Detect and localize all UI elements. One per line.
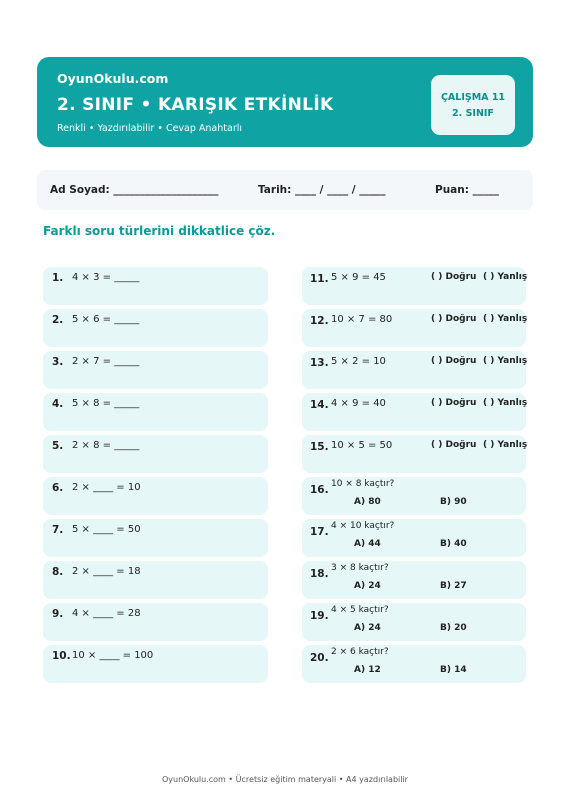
choice-a[interactable]: A) 24 <box>354 581 381 591</box>
question-text: 10 × 7 = 80 <box>331 314 393 325</box>
false-option[interactable]: ( ) Yanlış <box>483 440 528 450</box>
question-number: 2. <box>52 314 64 326</box>
true-option[interactable]: ( ) Doğru <box>431 398 477 408</box>
header-banner <box>37 57 533 147</box>
question-text[interactable]: 2 × 8 = _____ <box>72 440 140 451</box>
question-card <box>43 645 268 683</box>
false-option[interactable]: ( ) Yanlış <box>483 398 528 408</box>
question-number: 20. <box>310 652 329 664</box>
question-card <box>43 561 268 599</box>
question-card <box>43 519 268 557</box>
multiple-choice-card <box>302 645 526 683</box>
true-option[interactable]: ( ) Doğru <box>431 356 477 366</box>
choice-b[interactable]: B) 20 <box>440 623 467 633</box>
page-footer: OyunOkulu.com • Ücretsiz eğitim materyali • A4 yazdırılabilir <box>162 775 408 784</box>
student-info-bar <box>37 170 533 210</box>
question-text[interactable]: 5 × 6 = _____ <box>72 314 140 325</box>
question-number: 3. <box>52 356 64 368</box>
question-text: 4 × 10 kaçtır? <box>331 521 395 531</box>
question-text[interactable]: 2 × 7 = _____ <box>72 356 140 367</box>
badge-worksheet-number: ÇALIŞMA 11 <box>440 92 506 103</box>
question-number: 18. <box>310 568 329 580</box>
name-field[interactable]: Ad Soyad: ____________________ <box>50 184 219 196</box>
question-number: 17. <box>310 526 329 538</box>
choice-b[interactable]: B) 40 <box>440 539 467 549</box>
question-text: 4 × 9 = 40 <box>331 398 386 409</box>
question-text: 3 × 8 kaçtır? <box>331 563 389 573</box>
question-number: 12. <box>310 315 329 327</box>
question-number: 5. <box>52 440 64 452</box>
question-number: 7. <box>52 524 64 536</box>
question-text[interactable]: 2 × ____ = 18 <box>72 566 141 577</box>
question-number: 1. <box>52 272 64 284</box>
multiple-choice-card <box>302 603 526 641</box>
question-card <box>43 267 268 305</box>
question-card <box>43 477 268 515</box>
question-text: 10 × 5 = 50 <box>331 440 393 451</box>
date-field[interactable]: Tarih: ____ / ____ / _____ <box>258 184 386 196</box>
page-title: 2. SINIF • KARIŞIK ETKİNLİK <box>57 95 334 115</box>
true-false-card <box>302 267 526 305</box>
question-card <box>43 393 268 431</box>
choice-b[interactable]: B) 14 <box>440 665 467 675</box>
question-card <box>43 351 268 389</box>
badge-grade: 2. SINIF <box>452 108 494 119</box>
question-number: 15. <box>310 441 329 453</box>
choice-b[interactable]: B) 90 <box>440 497 467 507</box>
question-number: 9. <box>52 608 64 620</box>
question-text: 5 × 2 = 10 <box>331 356 386 367</box>
false-option[interactable]: ( ) Yanlış <box>483 356 528 366</box>
false-option[interactable]: ( ) Yanlış <box>483 314 528 324</box>
question-number: 16. <box>310 484 329 496</box>
choice-a[interactable]: A) 24 <box>354 623 381 633</box>
instruction-text: Farklı soru türlerini dikkatlice çöz. <box>43 224 276 238</box>
question-number: 13. <box>310 357 329 369</box>
question-card <box>43 435 268 473</box>
question-text[interactable]: 5 × ____ = 50 <box>72 524 141 535</box>
question-number: 8. <box>52 566 64 578</box>
question-card <box>43 309 268 347</box>
choice-a[interactable]: A) 12 <box>354 665 381 675</box>
question-text[interactable]: 4 × 3 = _____ <box>72 272 140 283</box>
false-option[interactable]: ( ) Yanlış <box>483 272 528 282</box>
choice-a[interactable]: A) 44 <box>354 539 381 549</box>
brand-name: OyunOkulu.com <box>57 71 169 86</box>
question-text: 2 × 6 kaçtır? <box>331 647 389 657</box>
question-number: 14. <box>310 399 329 411</box>
choice-b[interactable]: B) 27 <box>440 581 467 591</box>
true-false-card <box>302 393 526 431</box>
question-text: 5 × 9 = 45 <box>331 272 386 283</box>
true-false-card <box>302 435 526 473</box>
true-false-card <box>302 351 526 389</box>
question-text: 10 × 8 kaçtır? <box>331 479 395 489</box>
question-card <box>43 603 268 641</box>
question-text[interactable]: 10 × ____ = 100 <box>72 650 154 661</box>
question-number: 11. <box>310 273 329 285</box>
question-text[interactable]: 4 × ____ = 28 <box>72 608 141 619</box>
question-text: 4 × 5 kaçtır? <box>331 605 389 615</box>
multiple-choice-card <box>302 477 526 515</box>
multiple-choice-card <box>302 561 526 599</box>
multiple-choice-card <box>302 519 526 557</box>
score-field[interactable]: Puan: _____ <box>435 184 499 196</box>
question-number: 10. <box>52 650 71 662</box>
question-number: 19. <box>310 610 329 622</box>
question-text[interactable]: 5 × 8 = _____ <box>72 398 140 409</box>
true-option[interactable]: ( ) Doğru <box>431 314 477 324</box>
question-number: 6. <box>52 482 64 494</box>
worksheet-badge <box>431 75 515 135</box>
page-subtitle: Renkli • Yazdırılabilir • Cevap Anahtarlı <box>57 123 243 134</box>
true-option[interactable]: ( ) Doğru <box>431 272 477 282</box>
true-option[interactable]: ( ) Doğru <box>431 440 477 450</box>
choice-a[interactable]: A) 80 <box>354 497 381 507</box>
question-text[interactable]: 2 × ____ = 10 <box>72 482 141 493</box>
question-number: 4. <box>52 398 64 410</box>
true-false-card <box>302 309 526 347</box>
